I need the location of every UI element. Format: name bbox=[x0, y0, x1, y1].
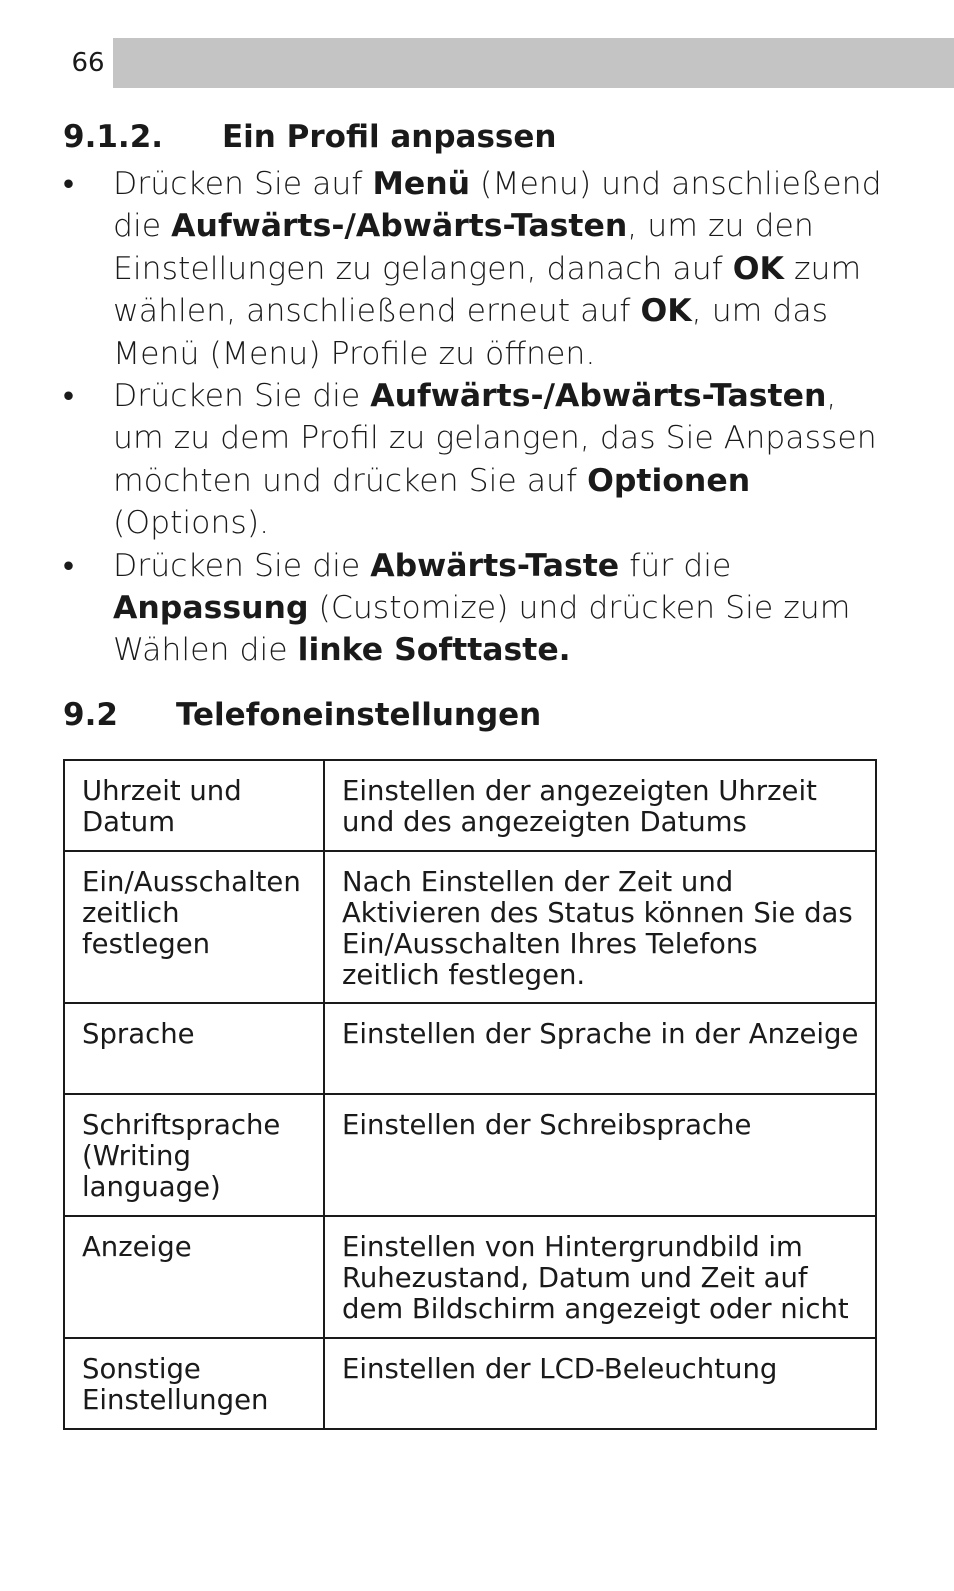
setting-name: Anzeige bbox=[82, 1231, 192, 1263]
bullet-text bbox=[113, 166, 882, 372]
bold-term: Menü bbox=[372, 166, 471, 202]
setting-name-cell bbox=[64, 1216, 324, 1338]
section-heading-phone-settings bbox=[63, 697, 541, 733]
setting-description: Nach Einstellen der Zeit und Aktivieren des Status können Sie das Ein/Ausschalten Ihres Telefons zeitlich festlegen. bbox=[342, 866, 853, 991]
bullet-text bbox=[113, 548, 850, 669]
list-item: • Drücken Sie auf Menü (Menu) und anschließend die Aufwärts-/Abwärts-Tasten, um zu den Einstellungen zu gelangen, danach auf OK zum wählen, anschließend erneut auf OK, um das Menü (Menu) Profile zu öffnen. bbox=[63, 166, 882, 372]
section-number: 9.2 bbox=[63, 697, 118, 733]
page-header-bar bbox=[63, 38, 954, 88]
setting-name-cell bbox=[64, 1003, 324, 1094]
setting-name: Sonstige Einstellungen bbox=[82, 1353, 269, 1416]
section-title: Telefoneinstellungen bbox=[176, 697, 542, 733]
text-run: Drücken Sie auf bbox=[113, 166, 373, 202]
bold-term: Aufwärts-/Abwärts-Tasten bbox=[171, 208, 628, 245]
table-row bbox=[64, 851, 876, 1003]
setting-description: Einstellen der Sprache in der Anzeige bbox=[342, 1018, 859, 1050]
text-run: Drücken Sie die bbox=[113, 378, 371, 415]
text-run: (Menu) und anschließend die bbox=[113, 166, 882, 245]
table-row bbox=[64, 1216, 876, 1338]
list-item: • Drücken Sie die Abwärts-Taste für die Anpassung (Customize) und drücken Sie zum Wählen die linke Softtaste. bbox=[63, 547, 851, 669]
table-row bbox=[64, 1003, 876, 1094]
setting-name-cell bbox=[64, 760, 324, 851]
setting-description-cell bbox=[324, 1003, 876, 1094]
setting-description: Einstellen der LCD-Beleuchtung bbox=[342, 1353, 778, 1385]
text-run: , um zu dem Profil zu gelangen, das Sie Anpassen möchten und drücken Sie auf bbox=[113, 378, 877, 499]
bold-term: Aufwärts-/Abwärts-Tasten bbox=[370, 378, 827, 415]
setting-name-cell bbox=[64, 1094, 324, 1216]
text-run: Drücken Sie die bbox=[113, 547, 371, 584]
text-run: zum wählen, anschließend erneut auf bbox=[113, 250, 862, 330]
setting-description: Einstellen der Schreibsprache bbox=[342, 1109, 752, 1141]
list-item: • Drücken Sie die Aufwärts-/Abwärts-Tasten, um zu dem Profil zu gelangen, das Sie Anpassen möchten und drücken Sie auf Optionen (Options). bbox=[63, 378, 877, 542]
text-run: (Customize) und drücken Sie zum Wählen die bbox=[113, 590, 851, 669]
section-title: Ein Profil anpassen bbox=[222, 119, 557, 155]
text-run: , um das Menü (Menu) Profile zu öffnen. bbox=[113, 293, 829, 372]
instruction-list bbox=[63, 163, 883, 672]
section-number: 9.1.2. bbox=[63, 119, 164, 155]
bold-term: Optionen bbox=[587, 462, 751, 499]
setting-description-cell bbox=[324, 1216, 876, 1338]
page-number: 66 bbox=[63, 38, 113, 88]
text-run: , um zu den Einstellungen zu gelangen, danach auf bbox=[113, 208, 814, 287]
setting-description-cell bbox=[324, 851, 876, 1003]
bold-term: Abwärts-Taste bbox=[370, 547, 620, 584]
bullet-text bbox=[113, 378, 877, 541]
text-run: für die bbox=[619, 547, 732, 584]
text-run: (Options). bbox=[113, 505, 270, 542]
setting-description: Einstellen von Hintergrundbild im Ruhezustand, Datum und Zeit auf dem Bildschirm angezeigt oder nicht bbox=[342, 1231, 849, 1325]
table-row bbox=[64, 760, 876, 851]
setting-name-cell bbox=[64, 1338, 324, 1429]
setting-name: Schriftsprache (Writing language) bbox=[82, 1109, 281, 1203]
section-heading-profile bbox=[63, 119, 556, 155]
table-row bbox=[64, 1338, 876, 1429]
setting-description: Einstellen der angezeigten Uhrzeit und des angezeigten Datums bbox=[342, 775, 817, 838]
setting-name: Ein/Ausschalten zeitlich festlegen bbox=[82, 866, 301, 960]
table-row bbox=[64, 1094, 876, 1216]
bold-term: Anpassung bbox=[113, 590, 309, 627]
setting-description-cell bbox=[324, 1338, 876, 1429]
setting-description-cell bbox=[324, 1094, 876, 1216]
phone-settings-table bbox=[63, 759, 877, 1430]
bold-term: linke Softtaste. bbox=[297, 632, 571, 669]
bold-term: OK bbox=[640, 293, 692, 330]
setting-name: Uhrzeit und Datum bbox=[82, 775, 242, 838]
setting-name-cell bbox=[64, 851, 324, 1003]
setting-name: Sprache bbox=[82, 1018, 195, 1050]
setting-description-cell bbox=[324, 760, 876, 851]
bold-term: OK bbox=[732, 250, 784, 287]
